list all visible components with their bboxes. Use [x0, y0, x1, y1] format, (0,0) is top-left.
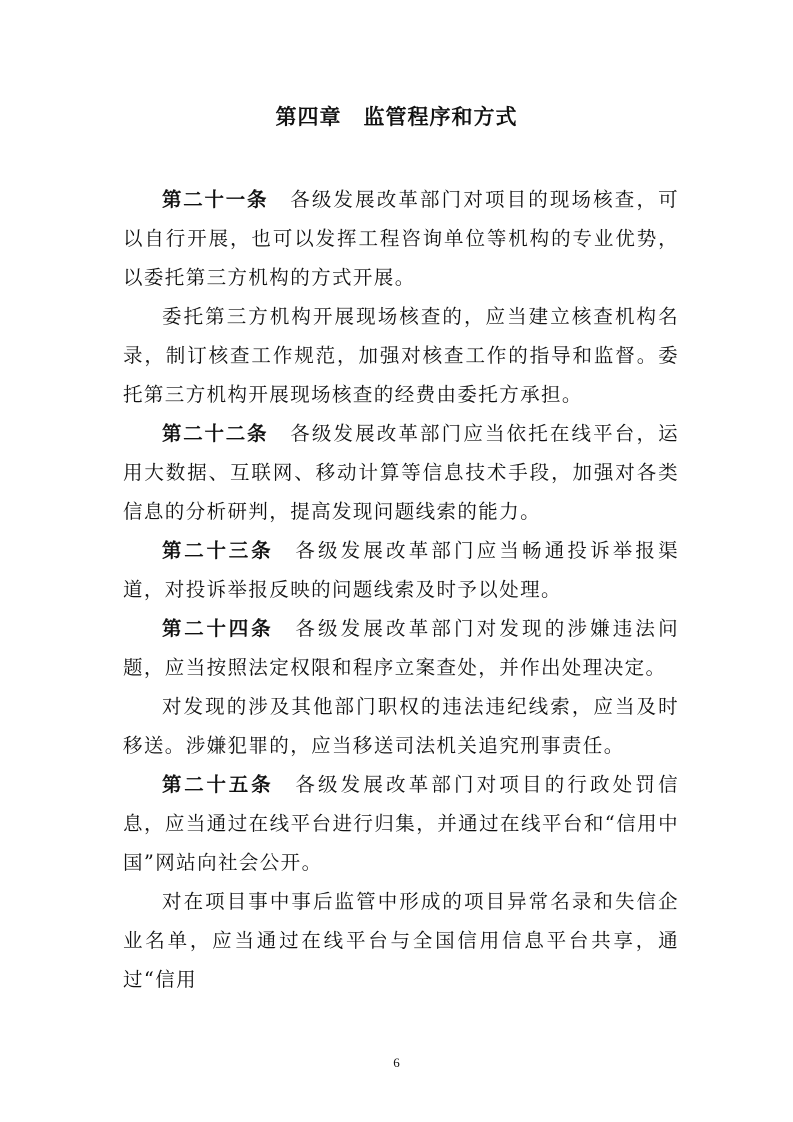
paragraph-article-21: [123, 180, 679, 297]
paragraph-text: 对在项目事中事后监管中形成的项目异常名录和失信企业名单，应当通过在线平台与全国信用信息平台共享，通过“信用: [123, 890, 679, 991]
article-label: 第二十三条: [162, 539, 274, 562]
paragraph-text: 各级发展改革部门对项目的行政处罚信息，应当通过在线平台进行归集，并通过在线平台和“信用中国”网站向社会公开。: [123, 773, 679, 874]
paragraph-article-22: [123, 414, 679, 531]
document-body: [123, 180, 679, 999]
page-number: 6: [393, 1055, 400, 1070]
paragraph-text: 各级发展改革部门对项目的现场核查，可以自行开展，也可以发挥工程咨询单位等机构的专业优势，以委托第三方机构的方式开展。: [123, 188, 679, 289]
paragraph-text: 各级发展改革部门应当依托在线平台，运用大数据、互联网、移动计算等信息技术手段，加强对各类信息的分析研判，提高发现问题线索的能力。: [123, 422, 679, 523]
paragraph-article-24: [123, 609, 679, 687]
paragraph-article-25-cont: [123, 882, 679, 999]
chapter-title: 第四章 监管程序和方式: [275, 105, 518, 129]
article-label: 第二十一条: [162, 188, 269, 211]
article-label: 第二十四条: [162, 617, 274, 640]
paragraph-article-21-cont: [123, 297, 679, 414]
paragraph-text: 委托第三方机构开展现场核查的，应当建立核查机构名录，制订核查工作规范，加强对核查工作的指导和监督。委托第三方机构开展现场核查的经费由委托方承担。: [123, 305, 679, 406]
paragraph-article-25: [123, 765, 679, 882]
paragraph-article-24-cont: [123, 687, 679, 765]
paragraph-text: 各级发展改革部门应当畅通投诉举报渠道，对投诉举报反映的问题线索及时予以处理。: [123, 539, 679, 601]
paragraph-text: 对发现的涉及其他部门职权的违法违纪线索，应当及时移送。涉嫌犯罪的，应当移送司法机关追究刑事责任。: [123, 695, 679, 757]
paragraph-text: 各级发展改革部门对发现的涉嫌违法问题，应当按照法定权限和程序立案查处，并作出处理决定。: [123, 617, 679, 679]
article-label: 第二十二条: [162, 422, 269, 445]
paragraph-article-23: [123, 531, 679, 609]
article-label: 第二十五条: [162, 773, 274, 796]
